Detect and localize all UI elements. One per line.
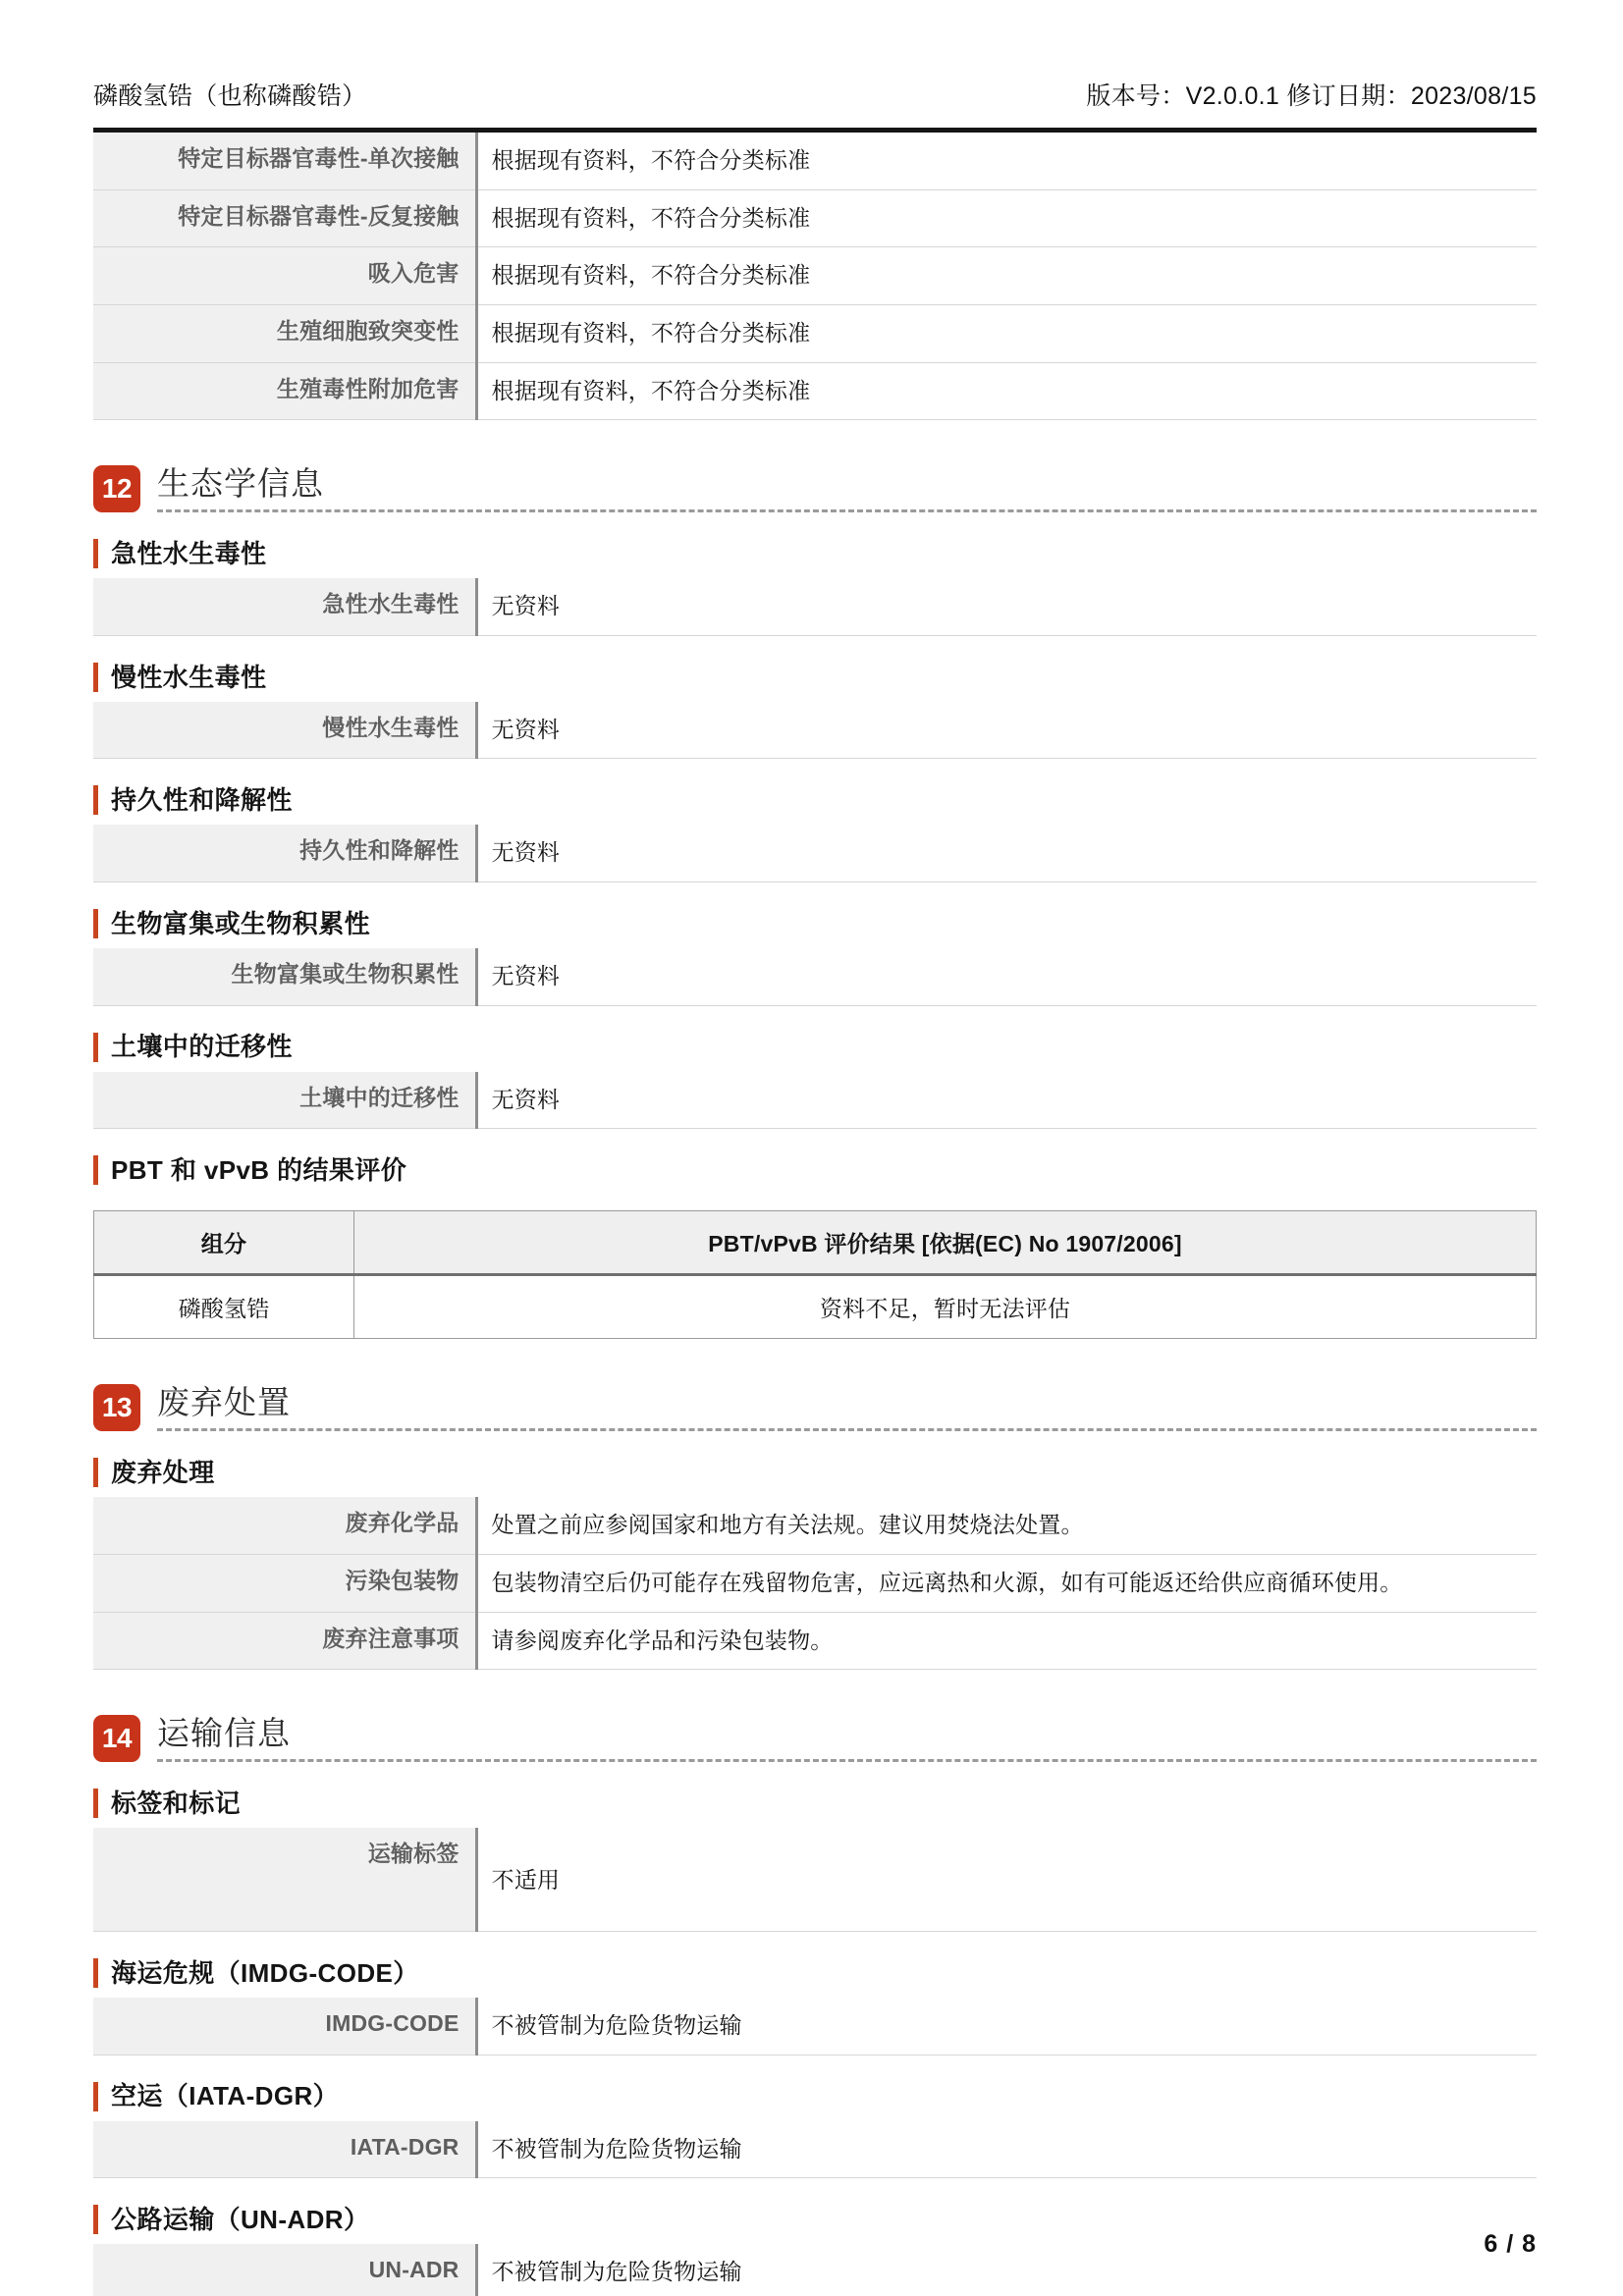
row-value: 根据现有资料，不符合分类标准 [476,362,1537,420]
subsection-heading-label: 慢性水生毒性 [111,662,267,692]
table-row [93,2121,1537,2178]
pbt-table-body [94,1275,1537,1339]
subsection-heading-label: 持久性和降解性 [111,785,293,816]
row-value: 根据现有资料，不符合分类标准 [476,133,1537,189]
table-row [93,1828,1537,1931]
subsection-heading [93,2082,1537,2111]
accent-bar-icon [93,1155,98,1185]
table-row [93,2244,1537,2296]
accent-bar-icon [93,909,98,938]
subsection-heading-label: 海运危规（IMDG-CODE） [111,1957,419,1988]
row-label: 特定目标器官毒性-反复接触 [93,189,476,247]
row-label: 废弃化学品 [93,1497,476,1554]
table-row [94,1275,1537,1339]
row-value: 无资料 [476,825,1537,881]
row-label: 运输标签 [93,1828,476,1931]
table-row [93,247,1537,305]
subsection-heading-label: 急性水生毒性 [111,538,267,568]
section-dashed-rule [157,1428,1537,1431]
table-row [93,362,1537,420]
section-14-groups [93,1789,1537,2296]
subsection-heading-label: 废弃处理 [111,1458,215,1488]
table-cell: 资料不足，暂时无法评估 [354,1275,1537,1339]
table-cell: 磷酸氢锆 [94,1275,354,1339]
row-label: 吸入危害 [93,247,476,305]
subsection-heading [93,1033,1537,1062]
row-label: 慢性水生毒性 [93,702,476,759]
subsection-table-body [93,1497,1537,1669]
section-dashed-rule [157,1759,1537,1762]
subsection-heading [93,539,1537,568]
subsection-heading [93,1458,1537,1487]
table-row [93,578,1537,635]
subsection-heading [93,2205,1537,2234]
accent-bar-icon [93,1458,98,1487]
row-value: 根据现有资料，不符合分类标准 [476,304,1537,362]
section-13-groups [93,1458,1537,1670]
row-label: 急性水生毒性 [93,578,476,635]
subsection-heading [93,663,1537,692]
row-value: 无资料 [476,578,1537,635]
row-label: 生物富集或生物积累性 [93,948,476,1005]
subsection-table [93,1497,1537,1670]
pbt-table-header-row [94,1211,1537,1275]
subsection-heading-label: 土壤中的迁移性 [111,1032,293,1062]
accent-bar-icon [93,1033,98,1062]
subsection-heading-label: 公路运输（UN-ADR） [111,2204,370,2234]
accent-bar-icon [93,785,98,815]
table-row [93,948,1537,1005]
row-value: 处置之前应参阅国家和地方有关法规。建议用焚烧法处置。 [476,1497,1537,1554]
section-dashed-rule [157,509,1537,512]
toxicology-continued-body [93,133,1537,420]
row-label: 生殖细胞致突变性 [93,304,476,362]
pbt-subheading [93,1155,1537,1185]
section-title: 生态学信息 [157,465,324,503]
subsection-table [93,2244,1537,2296]
row-label: 污染包装物 [93,1555,476,1613]
row-value: 请参阅废弃化学品和污染包装物。 [476,1612,1537,1670]
section-number-badge: 13 [93,1384,140,1431]
accent-bar-icon [93,2205,98,2234]
column-header: PBT/vPvB 评价结果 [依据(EC) No 1907/2006] [354,1211,1537,1275]
section-12-groups [93,539,1537,1129]
subsection-table-body [93,1828,1537,1931]
subsection-table-body [93,948,1537,1005]
row-label: UN-ADR [93,2244,476,2296]
table-row [93,702,1537,759]
section-title: 运输信息 [157,1715,291,1752]
row-label: 特定目标器官毒性-单次接触 [93,133,476,189]
row-label: IATA-DGR [93,2121,476,2178]
row-value: 包装物清空后仍可能存在残留物危害，应远离热和火源，如有可能返还给供应商循环使用。 [476,1555,1537,1613]
accent-bar-icon [93,539,98,568]
section-number-badge: 14 [93,1715,140,1762]
subsection-heading-label: 空运（IATA-DGR） [111,2081,340,2111]
subsection-heading-label: 标签和标记 [111,1789,242,1819]
table-row [93,1555,1537,1613]
section-number-badge: 12 [93,465,140,512]
subsection-table [93,1998,1537,2056]
accent-bar-icon [93,2082,98,2111]
accent-bar-icon [93,1958,98,1988]
row-value: 不被管制为危险货物运输 [476,1998,1537,2055]
section-header-12 [93,465,1537,512]
subsection-table-body [93,2121,1537,2178]
row-value: 不被管制为危险货物运输 [476,2244,1537,2296]
row-value: 根据现有资料，不符合分类标准 [476,247,1537,305]
subsection-table-body [93,2244,1537,2296]
table-row [93,825,1537,881]
table-row [93,304,1537,362]
table-row [93,1998,1537,2055]
row-value: 无资料 [476,948,1537,1005]
subsection-heading-label: 生物富集或生物积累性 [111,908,371,938]
row-value: 不被管制为危险货物运输 [476,2121,1537,2178]
subsection-table [93,1828,1537,1932]
subsection-table-body [93,1072,1537,1129]
product-name: 磷酸氢锆（也称磷酸锆） [93,82,367,110]
row-value: 不适用 [476,1828,1537,1931]
row-label: 持久性和降解性 [93,825,476,881]
row-value: 无资料 [476,702,1537,759]
row-value: 根据现有资料，不符合分类标准 [476,189,1537,247]
row-label: 废弃注意事项 [93,1612,476,1670]
subsection-table-body [93,825,1537,881]
subsection-table-body [93,1998,1537,2055]
subsection-table-body [93,702,1537,759]
row-label: 生殖毒性附加危害 [93,362,476,420]
row-label: 土壤中的迁移性 [93,1072,476,1129]
subsection-heading [93,1789,1537,1818]
pbt-vpvb-table [93,1210,1537,1339]
table-row [93,1072,1537,1129]
subsection-table [93,702,1537,760]
subsection-heading [93,785,1537,815]
subsection-heading [93,1958,1537,1988]
subsection-table [93,1072,1537,1130]
subsection-table [93,2121,1537,2179]
accent-bar-icon [93,663,98,692]
toxicology-continued-table [93,133,1537,420]
subsection-table [93,948,1537,1006]
subsection-heading [93,909,1537,938]
subsection-table-body [93,578,1537,635]
section-header-13 [93,1384,1537,1431]
table-row [93,1612,1537,1670]
section-header-14 [93,1715,1537,1762]
version-revision-date: 版本号：V2.0.0.1 修订日期：2023/08/15 [1086,82,1537,110]
subsection-table [93,825,1537,882]
accent-bar-icon [93,1789,98,1818]
subsection-table [93,578,1537,636]
section-title: 废弃处置 [157,1384,291,1421]
page-number: 6 / 8 [1484,2230,1537,2258]
pbt-subheading-label: PBT 和 vPvB 的结果评价 [111,1155,407,1186]
document-header [93,77,1537,128]
column-header: 组分 [94,1211,354,1275]
row-label: IMDG-CODE [93,1998,476,2055]
row-value: 无资料 [476,1072,1537,1129]
table-row [93,189,1537,247]
table-row [93,1497,1537,1554]
table-row [93,133,1537,189]
